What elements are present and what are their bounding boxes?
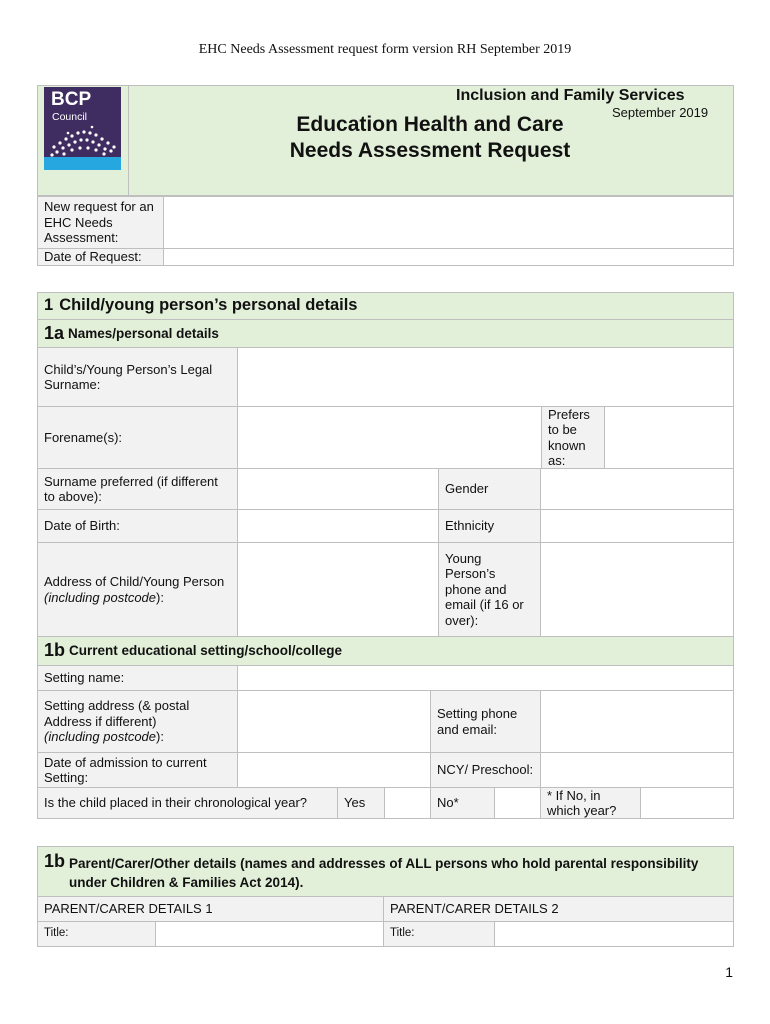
section-1b-title: Current educational setting/school/college <box>69 643 343 659</box>
chronological-year-label: Is the child placed in their chronological year? <box>37 787 338 819</box>
address-label <box>37 542 238 637</box>
form-title <box>230 112 630 164</box>
parent-carer-section-header <box>37 846 734 897</box>
no-label: No* <box>430 787 495 819</box>
prefers-known-as-field[interactable] <box>604 406 734 469</box>
ethnicity-label: Ethnicity <box>438 509 541 543</box>
new-request-label: New request for an EHC Needs Assessment: <box>37 196 164 249</box>
parent-section-title: Parent/Carer/Other details (names and addresses of ALL persons who hold parental responsibility under Children & Families Act 2014). <box>69 856 699 890</box>
if-no-which-year-label: * If No, in which year? <box>540 787 641 819</box>
parent-1-title-label: Title: <box>37 921 156 947</box>
form-title-line-1: Education Health and Care <box>296 113 564 136</box>
admission-date-label: Date of admission to current Setting: <box>37 752 238 788</box>
date-of-request-label: Date of Request: <box>37 248 164 266</box>
parent-1-title-field[interactable] <box>155 921 384 947</box>
form-title-line-2: Needs Assessment Request <box>289 139 571 162</box>
setting-phone-field[interactable] <box>540 690 734 753</box>
yes-label: Yes <box>337 787 385 819</box>
address-field[interactable] <box>237 542 439 637</box>
forename-field[interactable] <box>237 406 542 469</box>
setting-name-label: Setting name: <box>37 665 238 691</box>
section-1a-title: Names/personal details <box>68 325 219 341</box>
new-request-field[interactable] <box>163 196 734 249</box>
running-header: EHC Needs Assessment request form version RH September 2019 <box>198 42 572 57</box>
section-1b-number: 1b <box>44 640 66 661</box>
setting-address-label <box>37 690 238 753</box>
ethnicity-field[interactable] <box>540 509 734 543</box>
section-1-title: Child/young person’s personal details <box>59 296 358 315</box>
section-1-header <box>37 292 734 320</box>
date-of-birth-label: Date of Birth: <box>37 509 238 543</box>
setting-address-label-note: (including postcode <box>44 729 157 745</box>
service-name: Inclusion and Family Services <box>456 87 685 104</box>
page-number: 1 <box>725 964 733 980</box>
logo-text-bcp: BCP <box>51 89 92 110</box>
yes-field[interactable] <box>384 787 431 819</box>
parent-section-number: 1b <box>44 851 66 871</box>
young-person-contact-field[interactable] <box>540 542 734 637</box>
no-field[interactable] <box>494 787 541 819</box>
setting-address-field[interactable] <box>237 690 431 753</box>
ncy-label: NCY/ Preschool: <box>430 752 541 788</box>
setting-address-label-close: ): <box>156 729 164 745</box>
surname-preferred-label: Surname preferred (if different to above): <box>37 468 238 510</box>
bcp-council-logo <box>44 87 121 170</box>
gender-label: Gender <box>438 468 541 510</box>
parent-carer-1-column-header: PARENT/CARER DETAILS 1 <box>37 896 384 922</box>
parent-2-title-label: Title: <box>383 921 495 947</box>
young-person-contact-label: Young Person’s phone and email (if 16 or over): <box>438 542 541 637</box>
legal-surname-field[interactable] <box>237 347 734 407</box>
address-label-text: Address of Child/Young Person <box>44 574 225 589</box>
setting-address-label-text: Setting address (& postal Address if different) <box>44 698 190 729</box>
gender-field[interactable] <box>540 468 734 510</box>
section-1a-header <box>37 319 734 348</box>
ncy-field[interactable] <box>540 752 734 788</box>
banner-date: September 2019 <box>612 105 709 120</box>
prefers-known-as-label: Prefers to be known as: <box>541 406 605 469</box>
date-of-request-field[interactable] <box>163 248 734 266</box>
date-of-birth-field[interactable] <box>237 509 439 543</box>
section-1b-header <box>37 636 734 666</box>
address-label-note: (including postcode <box>44 589 157 605</box>
legal-surname-label: Child’s/Young Person’s Legal Surname: <box>37 347 238 407</box>
section-1-number: 1 <box>44 296 54 315</box>
section-1a-number: 1a <box>44 322 65 343</box>
setting-name-field[interactable] <box>237 665 734 691</box>
if-no-which-year-field[interactable] <box>640 787 734 819</box>
address-label-close: ): <box>156 589 164 605</box>
admission-date-field[interactable] <box>237 752 431 788</box>
surname-preferred-field[interactable] <box>237 468 439 510</box>
logo-text-council: Council <box>52 111 88 123</box>
setting-phone-label: Setting phone and email: <box>430 690 541 753</box>
parent-carer-2-column-header: PARENT/CARER DETAILS 2 <box>383 896 734 922</box>
forename-label: Forename(s): <box>37 406 238 469</box>
parent-2-title-field[interactable] <box>494 921 734 947</box>
